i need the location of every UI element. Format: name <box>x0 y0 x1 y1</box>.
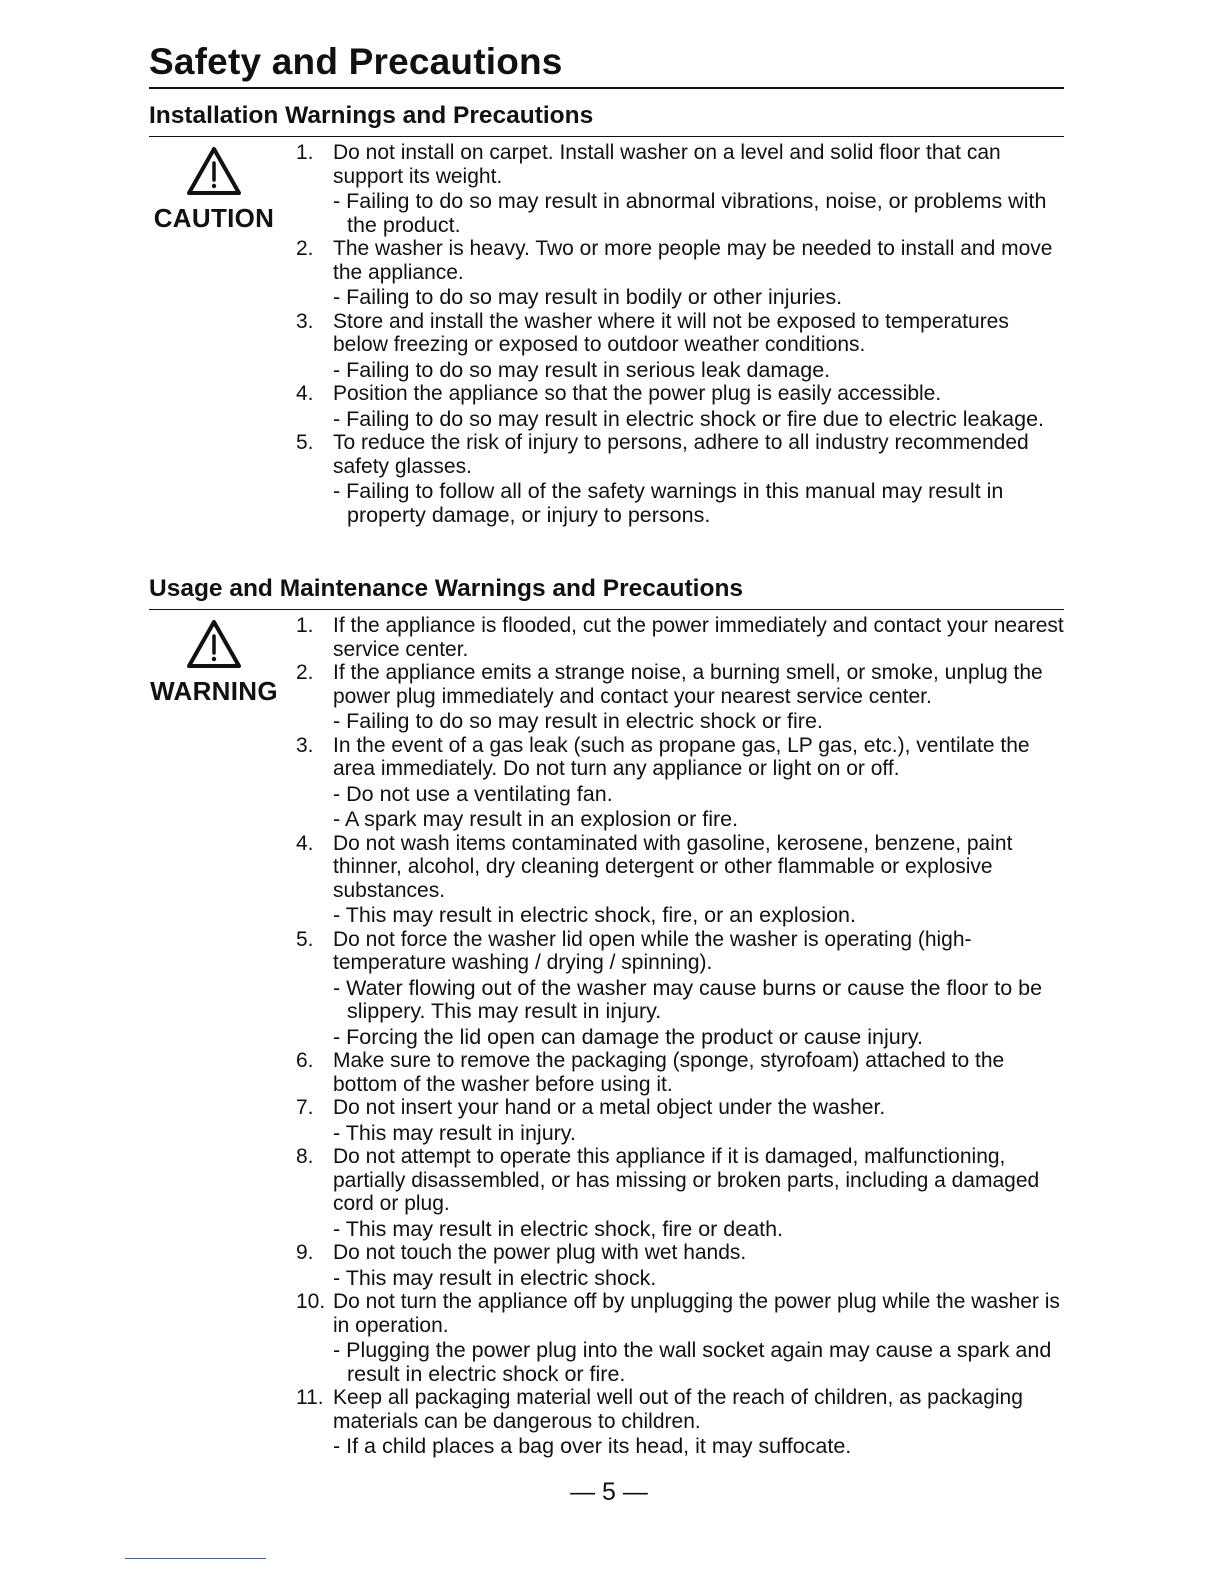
list-item <box>296 1049 1064 1096</box>
item-note: - This may result in electric shock, fire or death. <box>333 1216 784 1241</box>
warning-triangle-icon <box>149 145 279 197</box>
item-note: - Failing to do so may result in bodily or other injuries. <box>333 285 843 309</box>
item-note: - Do not use a ventilating fan. <box>333 781 613 806</box>
warning-triangle-icon <box>149 618 279 670</box>
item-text: In the event of a gas leak (such as propane gas, LP gas, etc.), ventilate the area immediately. Do not turn any appliance or light on or off. <box>333 733 1030 780</box>
item-number: 10. <box>296 1290 326 1313</box>
list-item <box>296 382 1064 431</box>
item-note: - This may result in electric shock, fire, or an explosion. <box>333 903 856 927</box>
item-text: Position the appliance so that the power plug is easily accessible. <box>333 382 942 405</box>
page-number: — 5 — <box>570 1478 648 1506</box>
item-text: If the appliance is flooded, cut the power immediately and contact your nearest service center. <box>333 614 1064 661</box>
installation-section <box>149 101 1064 527</box>
item-text: Do not turn the appliance off by unplugging the power plug while the washer is in operation. <box>333 1290 1060 1337</box>
list-item <box>296 310 1064 383</box>
item-note: - This may result in injury. <box>333 1120 576 1145</box>
footer-link-rule <box>125 1558 266 1559</box>
list-item <box>296 832 1064 928</box>
item-number: 1. <box>296 614 314 637</box>
item-note: - Failing to follow all of the safety warnings in this manual may result in property damage, or injury to persons. <box>333 479 1004 527</box>
item-number: 9. <box>296 1241 314 1264</box>
page-title: Safety and Precautions <box>149 41 563 82</box>
installation-heading: Installation Warnings and Precautions <box>149 101 1064 137</box>
item-number: 3. <box>296 733 314 757</box>
item-text: Do not force the washer lid open while the washer is operating (high-temperature washing / drying / spinning). <box>333 927 972 974</box>
item-text: Do not attempt to operate this appliance if it is damaged, malfunctioning, partially disassembled, or has missing or broken parts, including a damaged cord or plug. <box>333 1145 1040 1215</box>
list-item <box>296 1241 1064 1290</box>
item-number: 6. <box>296 1049 314 1072</box>
item-note: - Failing to do so may result in electric shock or fire due to electric leakage. <box>333 406 1045 431</box>
item-note: - A spark may result in an explosion or fire. <box>333 807 739 831</box>
warning-alert <box>149 618 279 706</box>
caution-label: CAUTION <box>153 203 275 233</box>
usage-body <box>149 614 1064 1459</box>
item-number: 5. <box>296 927 314 951</box>
item-note: - If a child places a bag over its head, it may suffocate. <box>333 1434 852 1458</box>
list-item <box>296 928 1064 1050</box>
list-item <box>296 1290 1064 1386</box>
item-note: - Water flowing out of the washer may cause burns or cause the floor to be slippery. This may result in injury. <box>333 975 1043 1023</box>
item-text: Make sure to remove the packaging (sponge, styrofoam) attached to the bottom of the washer before using it. <box>333 1049 1005 1096</box>
item-text: Do not install on carpet. Install washer on a level and solid floor that can support its weight. <box>333 141 1001 188</box>
item-number: 2. <box>296 237 314 260</box>
item-number: 7. <box>296 1096 314 1119</box>
list-item <box>296 1145 1064 1241</box>
item-number: 3. <box>296 309 314 333</box>
list-item <box>296 661 1064 734</box>
item-number: 8. <box>296 1145 314 1168</box>
item-number: 11. <box>296 1386 324 1409</box>
item-number: 4. <box>296 831 314 855</box>
item-text: Store and install the washer where it will not be exposed to temperatures below freezing or exposed to outdoor weather conditions. <box>333 309 1009 356</box>
list-item <box>296 1096 1064 1145</box>
item-text: Do not insert your hand or a metal object under the washer. <box>333 1096 886 1119</box>
item-text: If the appliance emits a strange noise, a burning smell, or smoke, unplug the power plug immediately and contact your nearest service center. <box>333 661 1043 708</box>
warning-label: WARNING <box>150 676 278 706</box>
list-item <box>296 237 1064 310</box>
usage-heading: Usage and Maintenance Warnings and Precautions <box>149 574 1064 610</box>
item-note: - Failing to do so may result in serious leak damage. <box>333 357 831 382</box>
item-note: - Failing to do so may result in electric shock or fire. <box>333 709 823 733</box>
item-note: - Plugging the power plug into the wall socket again may cause a spark and result in electric shock or fire. <box>333 1338 1052 1386</box>
item-text: Do not wash items contaminated with gasoline, kerosene, benzene, paint thinner, alcohol, dry cleaning detergent or other flammable or explosive substances. <box>333 831 1013 902</box>
item-text: The washer is heavy. Two or more people may be needed to install and move the appliance. <box>333 237 1053 284</box>
item-note: - This may result in electric shock. <box>333 1265 657 1290</box>
caution-alert <box>149 145 279 233</box>
list-item <box>296 614 1064 661</box>
installation-body <box>149 141 1064 527</box>
list-item <box>296 1386 1064 1459</box>
usage-section <box>149 574 1064 1459</box>
item-number: 2. <box>296 661 314 684</box>
list-item <box>296 431 1064 527</box>
item-text: To reduce the risk of injury to persons, adhere to all industry recommended safety glasses. <box>333 431 1029 478</box>
installation-list <box>149 141 1064 527</box>
item-text: Keep all packaging material well out of the reach of children, as packaging materials can be dangerous to children. <box>333 1386 1023 1433</box>
item-note: - Failing to do so may result in abnormal vibrations, noise, or problems with the product. <box>333 189 1047 237</box>
title-divider <box>149 87 1064 89</box>
item-note: - Forcing the lid open can damage the product or cause injury. <box>333 1024 923 1049</box>
item-number: 4. <box>296 382 314 405</box>
list-item <box>296 734 1064 832</box>
item-number: 5. <box>296 431 314 454</box>
item-text: Do not touch the power plug with wet hands. <box>333 1241 747 1264</box>
item-number: 1. <box>296 141 314 164</box>
list-item <box>296 141 1064 237</box>
usage-list <box>149 614 1064 1459</box>
